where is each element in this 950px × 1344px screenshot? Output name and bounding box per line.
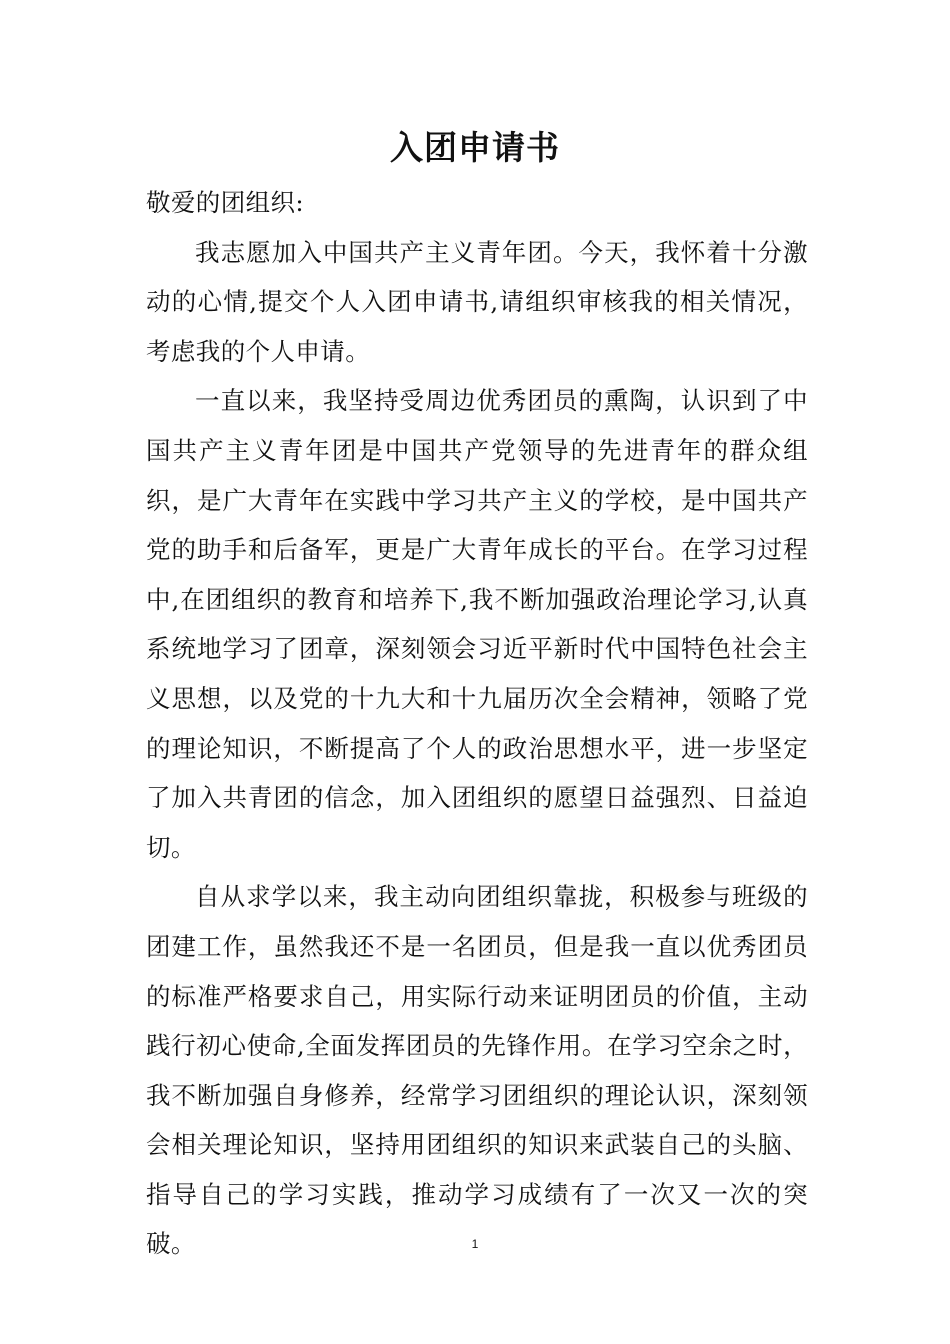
document-body <box>146 178 808 1269</box>
document-title: 入团申请书 <box>390 128 560 167</box>
paragraph-2: 一直以来，我坚持受周边优秀团员的熏陶，认识到了中国共产主义青年团是中国共产党领导的先进青年的群众组织，是广大青年在实践中学习共产主义的学校，是中国共产党的助手和后备军，更是广大青年成长的平台。在学习过程中,在团组织的教育和培养下,我不断加强政治理论学习,认真系统地学习了团章，深刻领会习近平新时代中国特色社会主义思想，以及党的十九大和十九届历次全会精神，领略了党的理论知识，不断提高了个人的政治思想水平，进一步坚定了加入共青团的信念，加入团组织的愿望日益强烈、日益迫切。 <box>146 386 808 862</box>
paragraph-1: 我志愿加入中国共产主义青年团。今天，我怀着十分激动的心情,提交个人入团申请书,请组织审核我的相关情况，考虑我的个人申请。 <box>146 237 808 366</box>
page-number: 1 <box>471 1237 479 1251</box>
paragraph-3: 自从求学以来，我主动向团组织靠拢，积极参与班级的团建工作，虽然我还不是一名团员，但是我一直以优秀团员的标准严格要求自己，用实际行动来证明团员的价值，主动践行初心使命,全面发挥团员的先锋作用。在学习空余之时，我不断加强自身修养，经常学习团组织的理论认识，深刻领会相关理论知识，坚持用团组织的知识来武装自己的头脑、指导自己的学习实践，推动学习成绩有了一次又一次的突破。 <box>146 882 808 1259</box>
salutation: 敬爱的团组织: <box>146 188 305 217</box>
